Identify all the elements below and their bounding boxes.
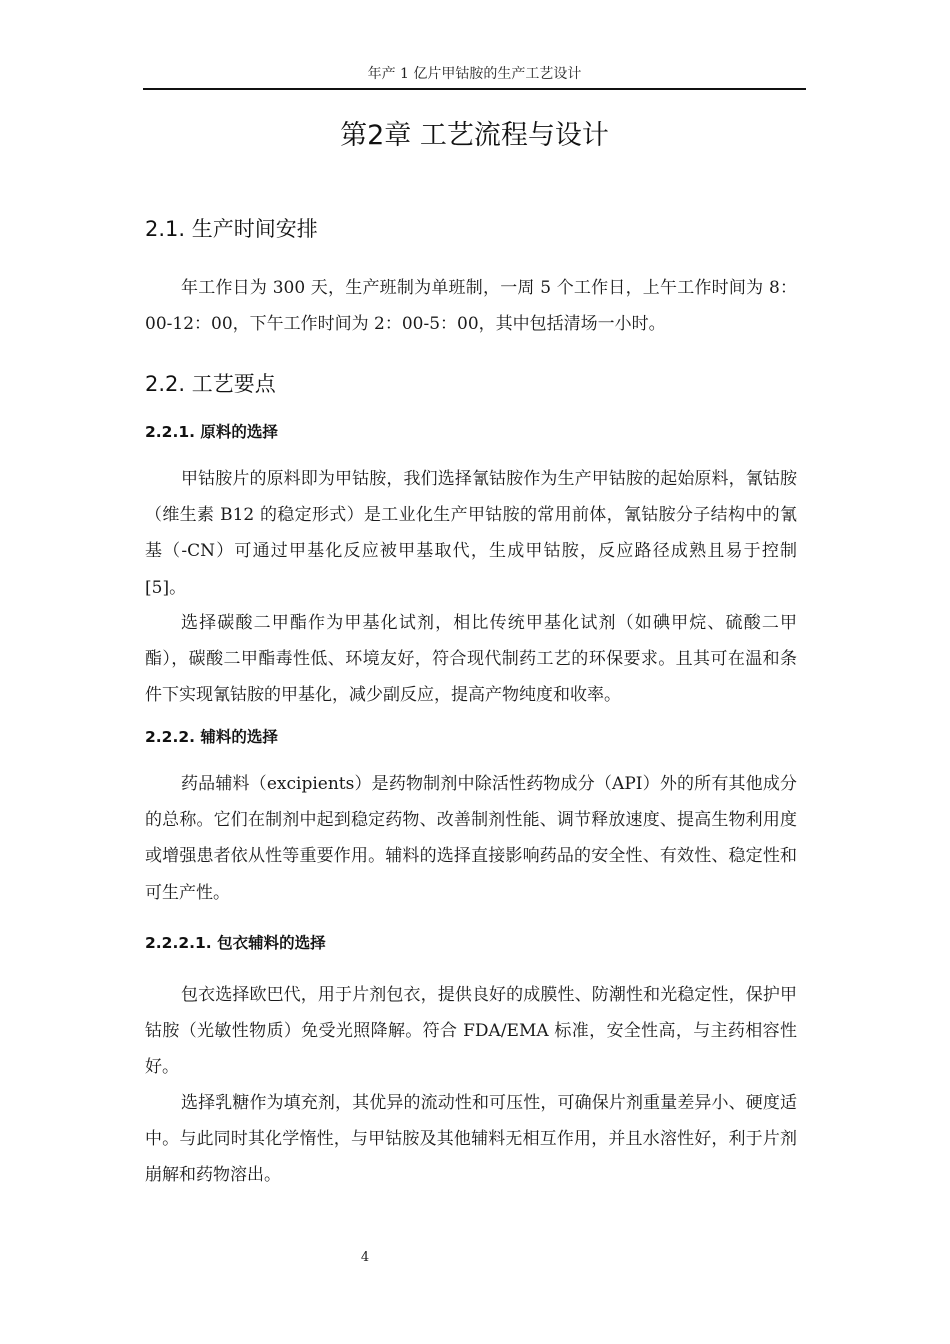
paragraph-coating: 包衣选择欧巴代，用于片剂包衣，提供良好的成膜性、防潮性和光稳定性，保护甲钴胺（光敏性物质）免受光照降解。符合 FDA/EMA 标准，安全性高，与主药相容性好。 xyxy=(145,985,797,1078)
header-rule xyxy=(143,88,806,90)
paragraph-methylation-reagent: 选择碳酸二甲酯作为甲基化试剂，相比传统甲基化试剂（如碘甲烷、硫酸二甲酯），碳酸二甲酯毒性低、环境友好，符合现代制药工艺的环保要求。且其可在温和条件下实现氰钴胺的甲基化，减少副反应，提高产物纯度和收率。 xyxy=(145,613,797,706)
page-number: 4 xyxy=(360,1250,370,1265)
section-heading-2-2: 2.2. 工艺要点 xyxy=(145,372,276,396)
section-heading-2-1: 2.1. 生产时间安排 xyxy=(145,217,318,241)
paragraph-production-schedule: 年工作日为 300 天，生产班制为单班制，一周 5 个工作日，上午工作时间为 8：00-12：00，下午工作时间为 2：00-5：00，其中包括清场一小时。 xyxy=(145,278,797,335)
running-header: 年产 1 亿片甲钴胺的生产工艺设计 xyxy=(367,66,582,82)
paragraph-raw-material: 甲钴胺片的原料即为甲钴胺，我们选择氰钴胺作为生产甲钴胺的起始原料，氰钴胺（维生素 B12 的稳定形式）是工业化生产甲钴胺的常用前体，氰钴胺分子结构中的氰基（-CN）可通过甲基化反应被甲基取代，生成甲钴胺，反应路径成熟且易于控制[5]。 xyxy=(145,469,797,598)
paragraph-excipients: 药品辅料（excipients）是药物制剂中除活性药物成分（API）外的所有其他成分的总称。它们在制剂中起到稳定药物、改善制剂性能、调节释放速度、提高生物利用度或增强患者依从性等重要作用。辅料的选择直接影响药品的安全性、有效性、稳定性和可生产性。 xyxy=(145,774,797,903)
subsection-heading-2-2-1: 2.2.1. 原料的选择 xyxy=(145,423,278,441)
subsection-heading-2-2-2: 2.2.2. 辅料的选择 xyxy=(145,728,278,746)
subsection-heading-2-2-2-1: 2.2.2.1. 包衣辅料的选择 xyxy=(145,934,326,952)
chapter-title: 第2章 工艺流程与设计 xyxy=(340,120,609,151)
paragraph-filler: 选择乳糖作为填充剂，其优异的流动性和可压性，可确保片剂重量差异小、硬度适中。与此同时其化学惰性，与甲钴胺及其他辅料无相互作用，并且水溶性好，利于片剂崩解和药物溶出。 xyxy=(145,1093,797,1186)
